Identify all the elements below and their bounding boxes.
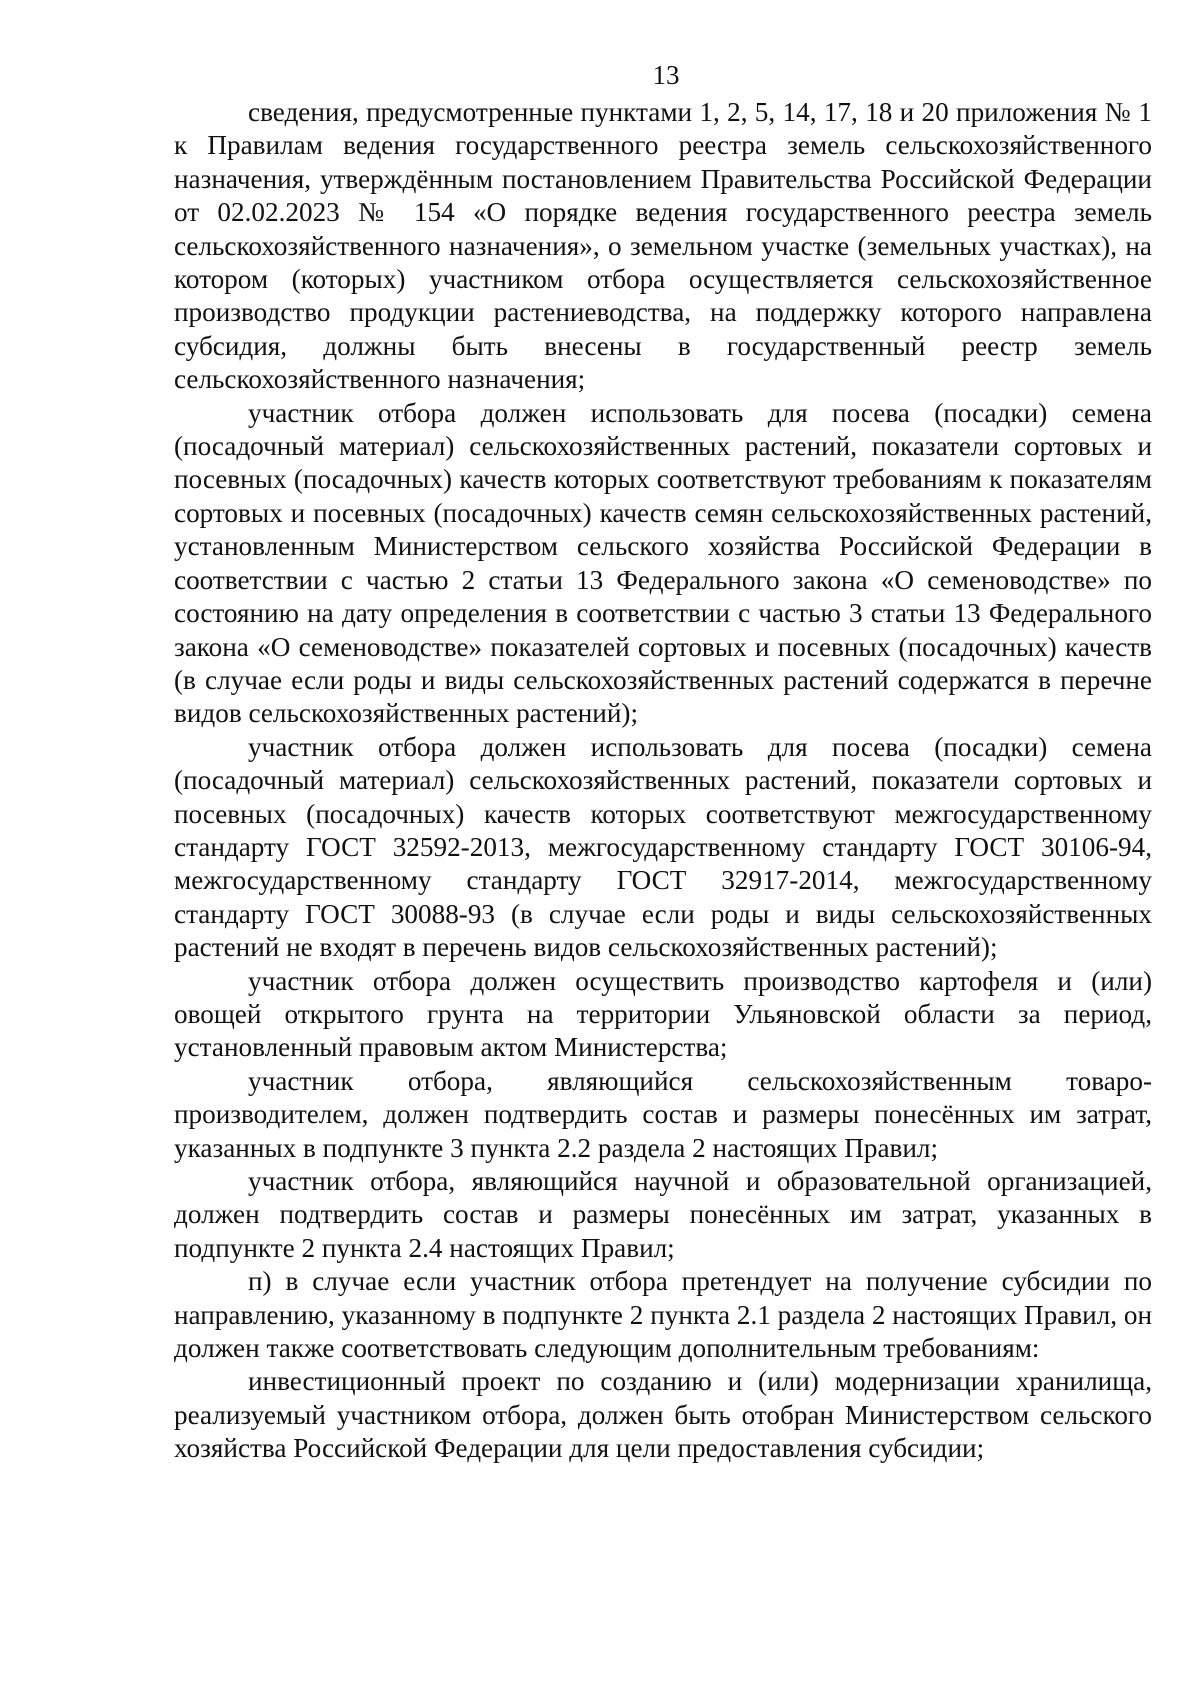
paragraph-registry-data: сведения, предусмотренные пунктами 1, 2, 5, 14, 17, 18 и 20 приложения № 1 к Правилам ведения государственного реестра земель сельскохозяйственного назначения, утверждённым постановлением Правительства Российской Федерации от 02.02.2023 № 154 «О порядке ведения государственного реестра земель сельскохозяйственного назначения», о земельном участке (земельных участках), на котором (которых) участником отбора осуществляется сельскохозяйственное производство продукции растениеводства, на поддержку которого направлена субсидия, должны быть внесены в государственный реестр земель сельскохозяйственного назначения; — [174, 97, 1152, 395]
paragraph-investment-project: инвестиционный проект по созданию и (или) модернизации хранилища, реализуемый участником отбора, должен быть отобран Министерством сельского хозяйства Российской Федерации для цели предоставления субсидии; — [174, 1366, 1152, 1464]
document-body — [174, 96, 1152, 1466]
paragraph-science-org-costs: участник отбора, являющийся научной и образовательной организацией, должен подтвердить состав и размеры понесённых им затрат, указанных в подпункте 2 пункта 2.4 настоящих Правил; — [174, 1166, 1152, 1263]
page-number: 13 — [652, 60, 680, 90]
paragraph-producer-costs: участник отбора, являющийся сельскохозяйственным товаро-производителем, должен подтвердить состав и размеры понесённых им затрат, указанных в подпункте 3 пункта 2.2 раздела 2 настоящих Правил; — [174, 1065, 1152, 1163]
paragraph-seed-requirements: участник отбора должен использовать для посева (посадки) семена (посадочный материал) сельскохозяйственных растений, показатели сортовых и посевных (посадочных) качеств которых соответствуют требованиям к показателям сортовых и посевных (посадочных) качеств семян сельскохозяйственных растений, установленным Министерством сельского хозяйства Российской Федерации в соответствии с частью 2 статьи 13 Федерального закона «О семеноводстве» по состоянию на дату определения в соответствии с частью 3 статьи 13 Федерального закона «О семеноводстве» показателей сортовых и посевных (посадочных) качеств (в случае если роды и виды сельскохозяйственных растений содержатся в перечне видов сельскохозяйственных растений); — [174, 397, 1152, 729]
paragraph-gost-standards: участник отбора должен использовать для посева (посадки) семена (посадочный материал) сельскохозяйственных растений, показатели сортовых и посевных (посадочных) качеств которых соответствуют межгосударственному стандарту ГОСТ 32592-2013, межгосударственному стандарту ГОСТ 30106-94, межгосударственному стандарту ГОСТ 32917-2014, межгосударственному стандарту ГОСТ 30088-93 (в случае если роды и виды сельскохозяйственных растений не входят в перечень видов сельскохозяйственных растений); — [174, 731, 1152, 963]
paragraph-subitem-p: п) в случае если участник отбора претендует на получение субсидии по направлению, указанному в подпункте 2 пункта 2.1 раздела 2 настоящих Правил, он должен также соответствовать следующим дополнительным требованиям: — [174, 1266, 1152, 1364]
paragraph-production-territory: участник отбора должен осуществить производство картофеля и (или) овощей открытого грунта на территории Ульяновской области за период, установленный правовым актом Министерства; — [174, 965, 1152, 1063]
